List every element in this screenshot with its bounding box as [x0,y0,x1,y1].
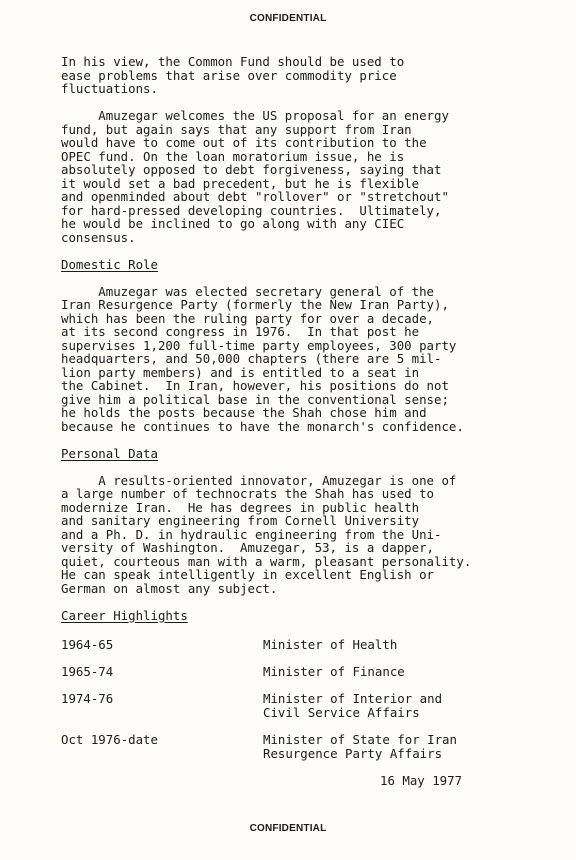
paragraph-energy-fund: Amuzegar welcomes the US proposal for an energy fund, but again says that any support from Iran would have to come out of its contribution to the OPEC fund. On the loan moratorium issue, he is absolutely opposed to debt forgiveness, saying that it would set a bad precedent, but he is flexible and openminded about debt "rollover" or "stretchout" for hard-pressed developing countries. Ultimately, he would be inclined to go along with any CIEC consensus. [61,108,449,245]
career-dates: 1964-65 [61,637,114,652]
classification-header: CONFIDENTIAL [249,13,327,24]
heading-domestic-role: Domestic Role [61,256,158,272]
career-row [61,733,531,774]
career-row [61,665,531,692]
career-post: Minister of Health [263,637,398,652]
heading-personal-data: Personal Data [61,445,158,461]
career-row [61,638,531,665]
career-post: Minister of State for Iran Resurgence Party Affairs [263,732,457,761]
document-date: 16 May 1977 [380,773,463,788]
career-dates: Oct 1976-date [61,732,158,747]
paragraph-common-fund: In his view, the Common Fund should be used to ease problems that arise over commodity price fluctuations. [61,54,405,96]
career-dates: 1965-74 [61,664,114,679]
document-body [61,55,531,788]
career-list [61,638,531,774]
paragraph-domestic-role: Amuzegar was elected secretary general of the Iran Resurgence Party (formerly the New Iran Party), which has been the ruling party for over a decade, at its second congress in 1976. In that post he supervises 1,200 full-time party employees, 300 party headquarters, and 50,000 chapters (there are 5 mil- lion party members) and is entitled to a seat in the Cabinet. In Iran, however, his positions do not give him a political base in the conventional sense; he holds the posts because the Shah chose him and because he continues to have the monarch's confidence. [61,283,464,434]
heading-career-highlights: Career Highlights [61,607,188,623]
career-post: Minister of Finance [263,664,405,679]
career-row [61,692,531,733]
career-post: Minister of Interior and Civil Service Affairs [263,691,443,720]
paragraph-personal-data: A results-oriented innovator, Amuzegar is one of a large number of technocrats the Shah has used to modernize Iran. He has degrees in public health and sanitary engineering from Cornell University and a Ph. D. in hydraulic engineering from the Uni- versity of Washington. Amuzegar, 53, is a dapper, quiet, courteous man with a warm, pleasant personality. He can speak intelligently in excellent English or German on almost any subject. [61,472,472,596]
classification-footer: CONFIDENTIAL [249,823,327,834]
career-dates: 1974-76 [61,691,114,706]
